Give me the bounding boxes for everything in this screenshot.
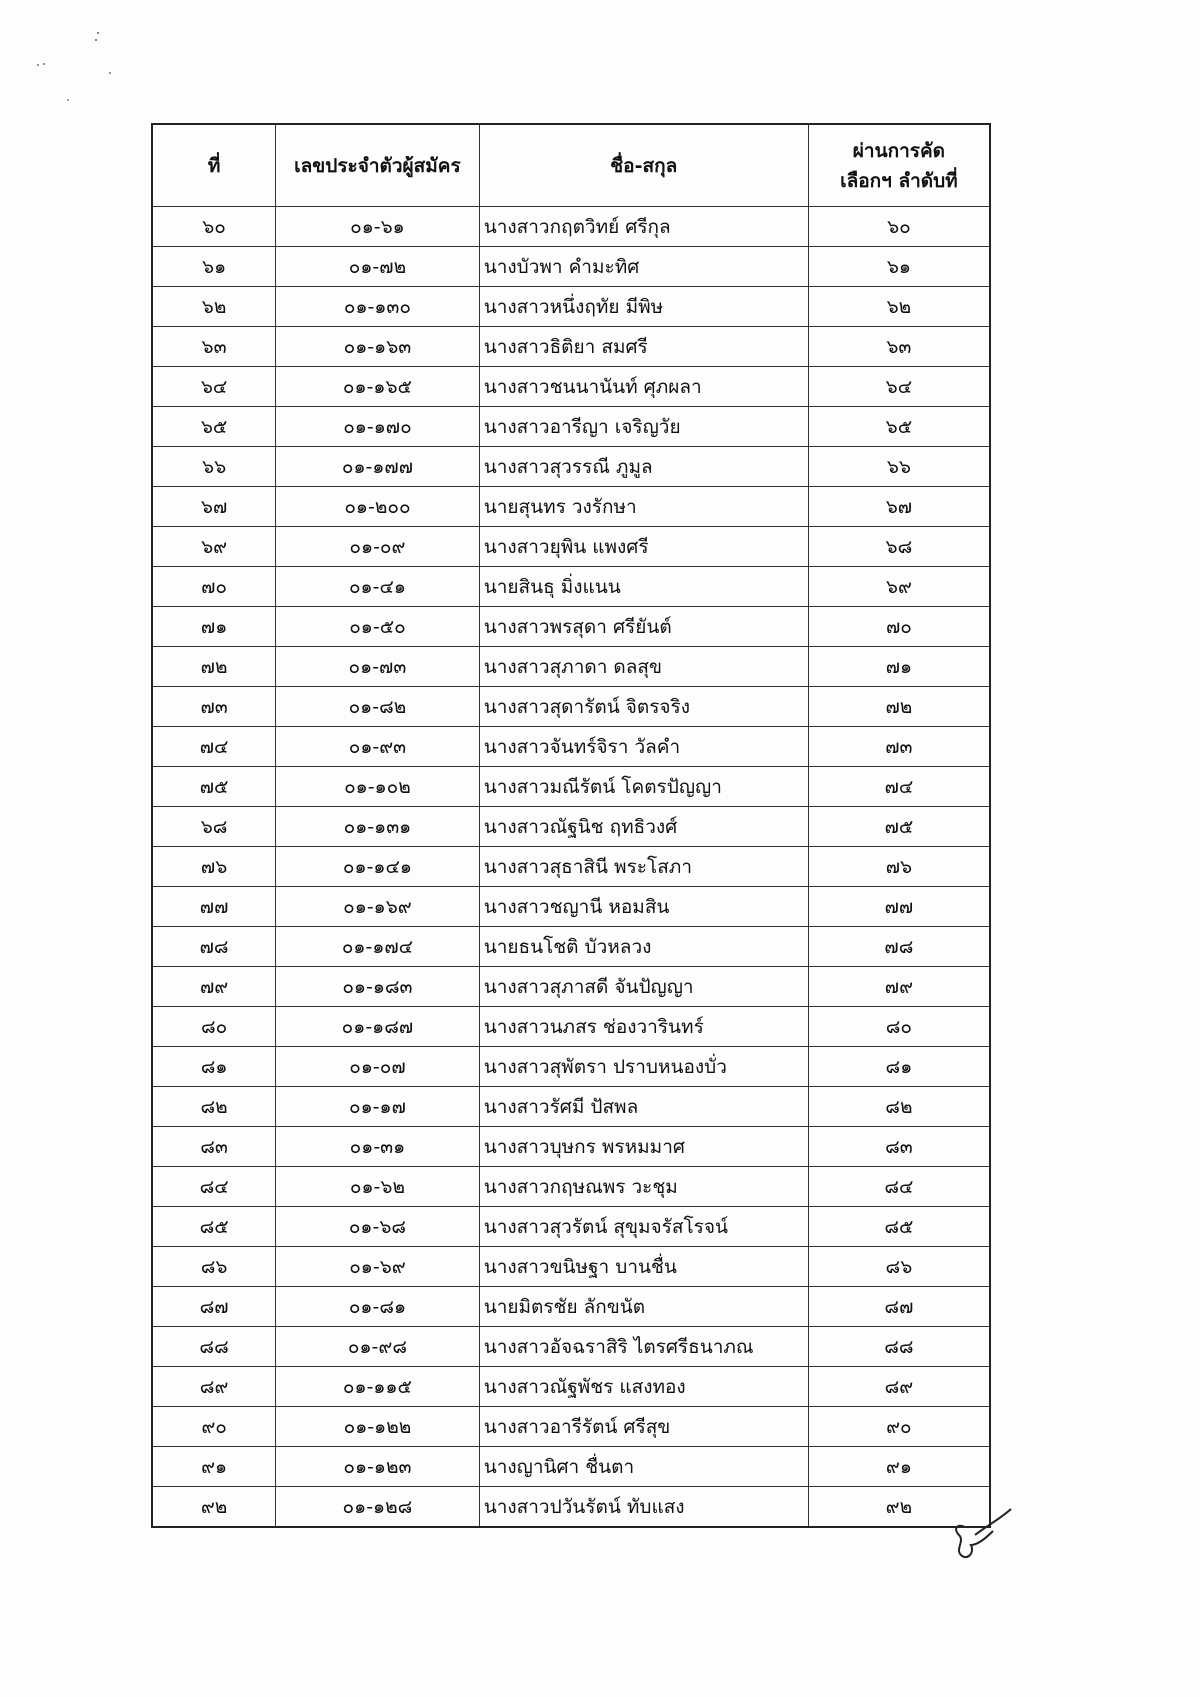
cell-no: ๖๕ bbox=[152, 407, 276, 447]
cell-rank: ๖๘ bbox=[808, 527, 990, 567]
cell-rank: ๗๘ bbox=[808, 927, 990, 967]
cell-name: นางสาวพรสุดา ศรียันต์ bbox=[479, 607, 808, 647]
cell-applicant-id: ๐๑-๔๑ bbox=[276, 567, 480, 607]
cell-rank: ๖๕ bbox=[808, 407, 990, 447]
cell-name: นางสาวนภสร ช่องวารินทร์ bbox=[479, 1007, 808, 1047]
table-row bbox=[152, 1207, 990, 1247]
cell-applicant-id: ๐๑-๑๐๒ bbox=[276, 767, 480, 807]
cell-no: ๙๒ bbox=[152, 1487, 276, 1528]
cell-rank: ๖๓ bbox=[808, 327, 990, 367]
table-row bbox=[152, 887, 990, 927]
cell-applicant-id: ๐๑-๑๘๓ bbox=[276, 967, 480, 1007]
cell-name: นางสาวอารีรัตน์ ศรีสุข bbox=[479, 1407, 808, 1447]
table-row bbox=[152, 1247, 990, 1287]
cell-name: นางสาวสุวรัตน์ สุขุมจรัสโรจน์ bbox=[479, 1207, 808, 1247]
cell-rank: ๗๒ bbox=[808, 687, 990, 727]
cell-no: ๗๖ bbox=[152, 847, 276, 887]
cell-no: ๗๘ bbox=[152, 927, 276, 967]
cell-rank: ๘๗ bbox=[808, 1287, 990, 1327]
table-row bbox=[152, 1167, 990, 1207]
cell-applicant-id: ๐๑-๑๔๑ bbox=[276, 847, 480, 887]
cell-name: นางสาวธิติยา สมศรี bbox=[479, 327, 808, 367]
cell-rank: ๖๗ bbox=[808, 487, 990, 527]
cell-name: นางสาวหนึ่งฤทัย มีพิษ bbox=[479, 287, 808, 327]
cell-applicant-id: ๐๑-๖๑ bbox=[276, 207, 480, 247]
cell-no: ๗๓ bbox=[152, 687, 276, 727]
cell-rank: ๗๐ bbox=[808, 607, 990, 647]
cell-name: นางสาวชนนานันท์ ศุภผลา bbox=[479, 367, 808, 407]
cell-name: นางสาวสุพัตรา ปราบหนองบั่ว bbox=[479, 1047, 808, 1087]
cell-no: ๖๔ bbox=[152, 367, 276, 407]
table-row bbox=[152, 727, 990, 767]
table-row bbox=[152, 207, 990, 247]
cell-name: นางสาวยุพิน แพงศรี bbox=[479, 527, 808, 567]
cell-no: ๗๗ bbox=[152, 887, 276, 927]
cell-applicant-id: ๐๑-๑๗๔ bbox=[276, 927, 480, 967]
cell-rank: ๘๙ bbox=[808, 1367, 990, 1407]
table-row bbox=[152, 1087, 990, 1127]
cell-name: นางสาวกฤษณพร วะชุม bbox=[479, 1167, 808, 1207]
cell-applicant-id: ๐๑-๖๒ bbox=[276, 1167, 480, 1207]
cell-no: ๖๓ bbox=[152, 327, 276, 367]
table-row bbox=[152, 847, 990, 887]
table-row bbox=[152, 1367, 990, 1407]
cell-rank: ๘๓ bbox=[808, 1127, 990, 1167]
table-row bbox=[152, 527, 990, 567]
table-row bbox=[152, 1127, 990, 1167]
cell-no: ๘๓ bbox=[152, 1127, 276, 1167]
table-row bbox=[152, 487, 990, 527]
cell-applicant-id: ๐๑-๒๐๐ bbox=[276, 487, 480, 527]
cell-name: นางสาวสุธาสินี พระโสภา bbox=[479, 847, 808, 887]
table-row bbox=[152, 407, 990, 447]
cell-no: ๖๑ bbox=[152, 247, 276, 287]
cell-no: ๘๘ bbox=[152, 1327, 276, 1367]
cell-name: นางสาวสุภาสดี จันปัญญา bbox=[479, 967, 808, 1007]
cell-no: ๘๐ bbox=[152, 1007, 276, 1047]
cell-rank: ๖๙ bbox=[808, 567, 990, 607]
cell-no: ๗๐ bbox=[152, 567, 276, 607]
cell-applicant-id: ๐๑-๓๑ bbox=[276, 1127, 480, 1167]
cell-rank: ๙๐ bbox=[808, 1407, 990, 1447]
header-name: ชื่อ-สกุล bbox=[479, 124, 808, 207]
candidate-table bbox=[151, 123, 991, 1528]
table-row bbox=[152, 447, 990, 487]
table-row bbox=[152, 367, 990, 407]
table-row bbox=[152, 1327, 990, 1367]
cell-no: ๘๔ bbox=[152, 1167, 276, 1207]
cell-no: ๗๔ bbox=[152, 727, 276, 767]
cell-applicant-id: ๐๑-๑๒๒ bbox=[276, 1407, 480, 1447]
table-row bbox=[152, 567, 990, 607]
cell-no: ๖๙ bbox=[152, 527, 276, 567]
table-row bbox=[152, 287, 990, 327]
table-row bbox=[152, 1047, 990, 1087]
cell-rank: ๗๕ bbox=[808, 807, 990, 847]
cell-rank: ๘๔ bbox=[808, 1167, 990, 1207]
cell-applicant-id: ๐๑-๑๒๓ bbox=[276, 1447, 480, 1487]
cell-name: นางบัวพา คำมะทิศ bbox=[479, 247, 808, 287]
table-row bbox=[152, 807, 990, 847]
table-header-row bbox=[152, 124, 990, 207]
cell-rank: ๖๖ bbox=[808, 447, 990, 487]
cell-applicant-id: ๐๑-๙๘ bbox=[276, 1327, 480, 1367]
table-row bbox=[152, 1447, 990, 1487]
cell-name: นางสาวขนิษฐา บานชื่น bbox=[479, 1247, 808, 1287]
header-no: ที่ bbox=[152, 124, 276, 207]
cell-name: นายมิตรชัย ลักขนัต bbox=[479, 1287, 808, 1327]
cell-name: นางสาวจันทร์จิรา วัลคำ bbox=[479, 727, 808, 767]
cell-applicant-id: ๐๑-๐๗ bbox=[276, 1047, 480, 1087]
signature bbox=[945, 1505, 1015, 1565]
table-row bbox=[152, 967, 990, 1007]
scan-specks bbox=[30, 25, 120, 115]
table-row bbox=[152, 647, 990, 687]
table-row bbox=[152, 767, 990, 807]
cell-rank: ๘๒ bbox=[808, 1087, 990, 1127]
cell-no: ๘๒ bbox=[152, 1087, 276, 1127]
cell-no: ๖๖ bbox=[152, 447, 276, 487]
table-row bbox=[152, 1007, 990, 1047]
cell-rank: ๗๙ bbox=[808, 967, 990, 1007]
cell-rank: ๖๐ bbox=[808, 207, 990, 247]
cell-rank: ๖๔ bbox=[808, 367, 990, 407]
header-rank: ผ่านการคัดเลือกฯ ลำดับที่ bbox=[808, 124, 990, 207]
cell-rank: ๖๑ bbox=[808, 247, 990, 287]
cell-name: นางสาวสุวรรณี ภูมูล bbox=[479, 447, 808, 487]
cell-applicant-id: ๐๑-๑๓๑ bbox=[276, 807, 480, 847]
cell-rank: ๗๖ bbox=[808, 847, 990, 887]
cell-rank: ๗๑ bbox=[808, 647, 990, 687]
cell-no: ๙๐ bbox=[152, 1407, 276, 1447]
cell-applicant-id: ๐๑-๑๗ bbox=[276, 1087, 480, 1127]
cell-no: ๖๒ bbox=[152, 287, 276, 327]
table-row bbox=[152, 687, 990, 727]
cell-name: นางสาวอัจฉราสิริ ไตรศรีธนาภณ bbox=[479, 1327, 808, 1367]
cell-applicant-id: ๐๑-๑๘๗ bbox=[276, 1007, 480, 1047]
cell-name: นายธนโชติ บัวหลวง bbox=[479, 927, 808, 967]
cell-rank: ๙๒ bbox=[808, 1487, 990, 1528]
cell-no: ๘๖ bbox=[152, 1247, 276, 1287]
cell-name: นางสาวณัฐนิช ฤทธิวงศ์ bbox=[479, 807, 808, 847]
cell-rank: ๘๕ bbox=[808, 1207, 990, 1247]
cell-rank: ๘๑ bbox=[808, 1047, 990, 1087]
cell-applicant-id: ๐๑-๙๓ bbox=[276, 727, 480, 767]
table-row bbox=[152, 327, 990, 367]
cell-no: ๗๑ bbox=[152, 607, 276, 647]
cell-no: ๖๐ bbox=[152, 207, 276, 247]
cell-rank: ๗๗ bbox=[808, 887, 990, 927]
cell-applicant-id: ๐๑-๑๑๕ bbox=[276, 1367, 480, 1407]
table-row bbox=[152, 1487, 990, 1528]
cell-no: ๙๑ bbox=[152, 1447, 276, 1487]
table-row bbox=[152, 607, 990, 647]
cell-applicant-id: ๐๑-๑๖๙ bbox=[276, 887, 480, 927]
cell-applicant-id: ๐๑-๗๓ bbox=[276, 647, 480, 687]
cell-applicant-id: ๐๑-๕๐ bbox=[276, 607, 480, 647]
cell-applicant-id: ๐๑-๑๗๗ bbox=[276, 447, 480, 487]
cell-applicant-id: ๐๑-๐๙ bbox=[276, 527, 480, 567]
cell-applicant-id: ๐๑-๘๒ bbox=[276, 687, 480, 727]
cell-no: ๘๑ bbox=[152, 1047, 276, 1087]
cell-name: นางญานิศา ชื่นตา bbox=[479, 1447, 808, 1487]
cell-name: นางสาวชญานี หอมสิน bbox=[479, 887, 808, 927]
cell-name: นางสาวบุษกร พรหมมาศ bbox=[479, 1127, 808, 1167]
cell-name: นางสาวปวันรัตน์ ทับแสง bbox=[479, 1487, 808, 1528]
cell-rank: ๘๖ bbox=[808, 1247, 990, 1287]
table-row bbox=[152, 247, 990, 287]
cell-no: ๗๒ bbox=[152, 647, 276, 687]
cell-applicant-id: ๐๑-๑๒๘ bbox=[276, 1487, 480, 1528]
cell-name: นางสาวกฤตวิทย์ ศรีกุล bbox=[479, 207, 808, 247]
cell-no: ๘๕ bbox=[152, 1207, 276, 1247]
cell-applicant-id: ๐๑-๑๓๐ bbox=[276, 287, 480, 327]
cell-applicant-id: ๐๑-๖๙ bbox=[276, 1247, 480, 1287]
table-row bbox=[152, 1407, 990, 1447]
cell-rank: ๘๘ bbox=[808, 1327, 990, 1367]
table-row bbox=[152, 1287, 990, 1327]
cell-applicant-id: ๐๑-๑๗๐ bbox=[276, 407, 480, 447]
cell-rank: ๖๒ bbox=[808, 287, 990, 327]
cell-name: นางสาวสุดารัตน์ จิตรจริง bbox=[479, 687, 808, 727]
cell-rank: ๗๓ bbox=[808, 727, 990, 767]
cell-no: ๘๗ bbox=[152, 1287, 276, 1327]
cell-applicant-id: ๐๑-๘๑ bbox=[276, 1287, 480, 1327]
cell-applicant-id: ๐๑-๑๖๓ bbox=[276, 327, 480, 367]
cell-no: ๖๘ bbox=[152, 807, 276, 847]
table-row bbox=[152, 927, 990, 967]
cell-name: นายสุนทร วงรักษา bbox=[479, 487, 808, 527]
cell-name: นางสาวมณีรัตน์ โคตรปัญญา bbox=[479, 767, 808, 807]
cell-name: นางสาวอารีญา เจริญวัย bbox=[479, 407, 808, 447]
cell-no: ๘๙ bbox=[152, 1367, 276, 1407]
cell-name: นายสินธุ มิ่งแนน bbox=[479, 567, 808, 607]
cell-name: นางสาวสุภาดา ดลสุข bbox=[479, 647, 808, 687]
cell-no: ๗๕ bbox=[152, 767, 276, 807]
cell-rank: ๗๔ bbox=[808, 767, 990, 807]
cell-applicant-id: ๐๑-๑๖๕ bbox=[276, 367, 480, 407]
cell-no: ๖๗ bbox=[152, 487, 276, 527]
cell-no: ๗๙ bbox=[152, 967, 276, 1007]
cell-name: นางสาวณัฐพัชร แสงทอง bbox=[479, 1367, 808, 1407]
cell-rank: ๘๐ bbox=[808, 1007, 990, 1047]
cell-applicant-id: ๐๑-๗๒ bbox=[276, 247, 480, 287]
cell-rank: ๙๑ bbox=[808, 1447, 990, 1487]
cell-name: นางสาวรัศมี ปัสพล bbox=[479, 1087, 808, 1127]
cell-applicant-id: ๐๑-๖๘ bbox=[276, 1207, 480, 1247]
header-applicant-id: เลขประจำตัวผู้สมัคร bbox=[276, 124, 480, 207]
